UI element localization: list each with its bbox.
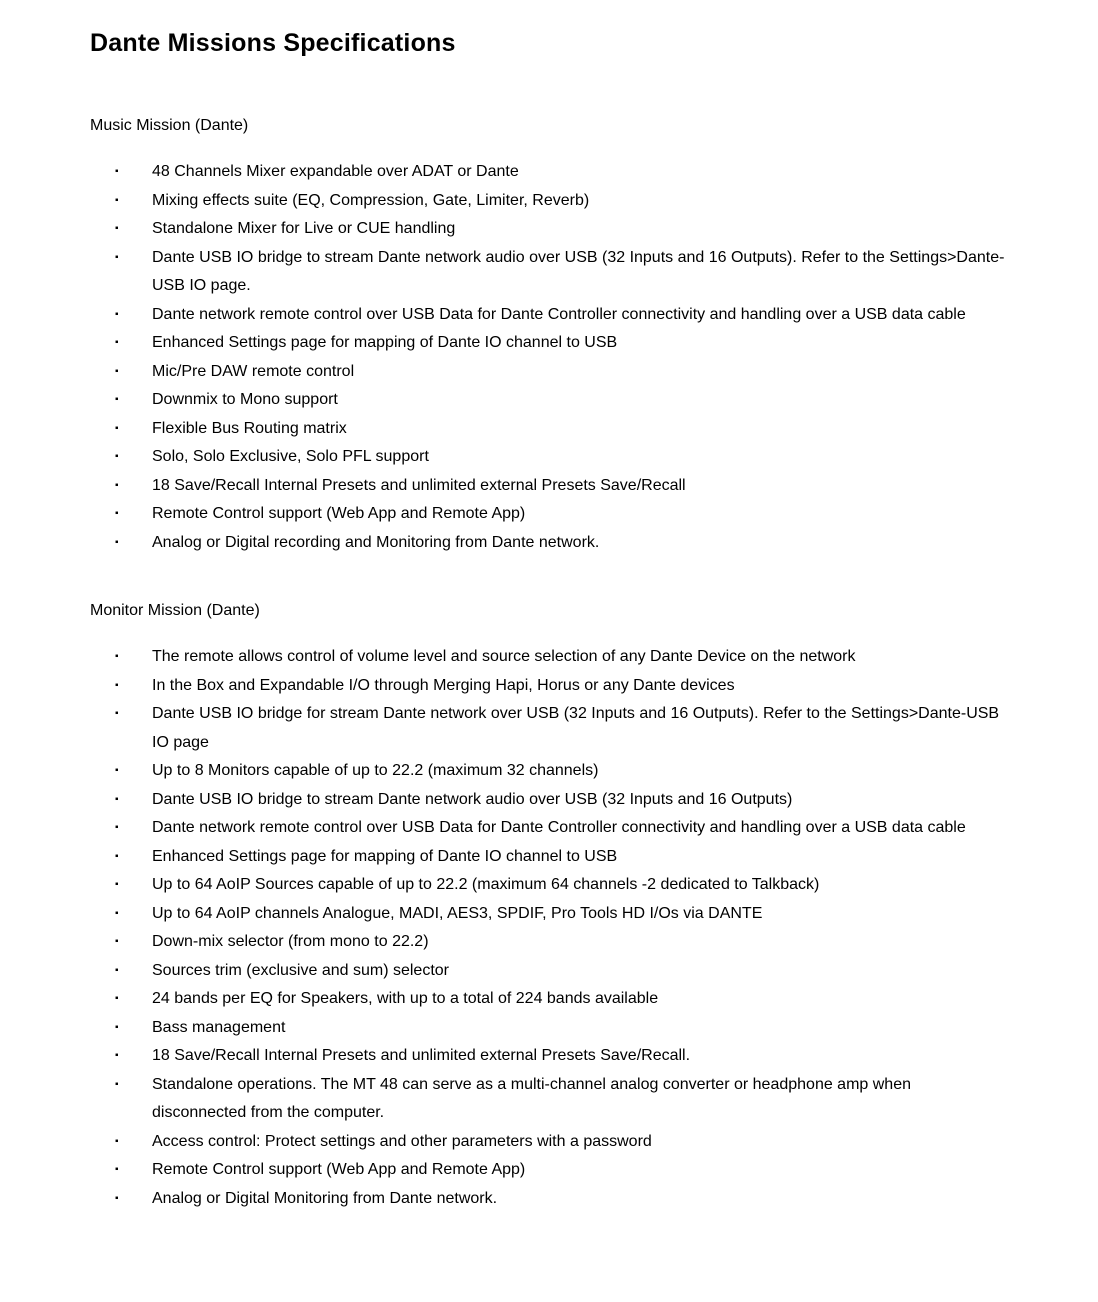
list-item bbox=[115, 529, 1007, 558]
list-item-text: Down-mix selector (from mono to 22.2) bbox=[152, 933, 429, 950]
list-item bbox=[115, 700, 1007, 757]
list-item bbox=[115, 814, 1007, 843]
square-bullet-icon: ▪ bbox=[115, 1078, 119, 1090]
square-bullet-icon: ▪ bbox=[115, 993, 119, 1004]
list-item bbox=[115, 386, 1007, 415]
list-item bbox=[115, 472, 1007, 501]
list-item bbox=[115, 957, 1007, 986]
list-item bbox=[115, 871, 1007, 900]
section-heading-monitor-mission: Monitor Mission (Dante) bbox=[90, 602, 260, 619]
list-item-text: Up to 64 AoIP Sources capable of up to 22.2 (maximum 64 channels -2 dedicated to Talkback) bbox=[152, 876, 820, 893]
list-item-text: Analog or Digital recording and Monitoring from Dante network. bbox=[152, 533, 600, 551]
list-item-text: Up to 8 Monitors capable of up to 22.2 (maximum 32 channels) bbox=[152, 762, 599, 779]
list-item bbox=[115, 443, 1007, 472]
square-bullet-icon: ▪ bbox=[115, 879, 119, 890]
list-item-text: Analog or Digital Monitoring from Dante network. bbox=[152, 1189, 498, 1207]
list-item bbox=[115, 900, 1007, 929]
list-item bbox=[115, 158, 1007, 187]
list-item bbox=[115, 329, 1007, 358]
list-item-text: Remote Control support (Web App and Remote App) bbox=[152, 505, 526, 522]
square-bullet-icon: ▪ bbox=[115, 793, 119, 805]
square-bullet-icon: ▪ bbox=[115, 822, 119, 833]
list-item-text: Dante network remote control over USB Data for Dante Controller connectivity and handling over a USB data cable bbox=[152, 305, 966, 323]
list-item bbox=[115, 415, 1007, 444]
list-item-text: Dante USB IO bridge to stream Dante network audio over USB (32 Inputs and 16 Outputs). Refer to the Settings>Dante-USB IO page. bbox=[152, 248, 1005, 294]
square-bullet-icon: ▪ bbox=[115, 1135, 119, 1147]
music-mission-bullet-list bbox=[115, 158, 1007, 557]
section-monitor-mission bbox=[90, 600, 1098, 1213]
list-item-text: Mixing effects suite (EQ, Compression, Gate, Limiter, Reverb) bbox=[152, 191, 590, 209]
square-bullet-icon: ▪ bbox=[115, 308, 119, 320]
monitor-mission-bullet-list bbox=[115, 643, 1007, 1213]
list-item-text: Standalone Mixer for Live or CUE handling bbox=[152, 220, 456, 237]
list-item-text: Sources trim (exclusive and sum) selector bbox=[152, 961, 449, 979]
list-item-text: Flexible Bus Routing matrix bbox=[152, 419, 347, 437]
list-item-text: Dante USB IO bridge for stream Dante network over USB (32 Inputs and 16 Outputs). Refer to the Settings>Dante-USB IO page bbox=[152, 705, 1000, 751]
list-item bbox=[115, 1042, 1007, 1071]
list-item bbox=[115, 1185, 1007, 1214]
list-item-text: Dante USB IO bridge to stream Dante network audio over USB (32 Inputs and 16 Outputs) bbox=[152, 790, 793, 808]
list-item bbox=[115, 928, 1007, 957]
square-bullet-icon: ▪ bbox=[115, 1021, 119, 1033]
square-bullet-icon: ▪ bbox=[115, 251, 119, 263]
list-item bbox=[115, 215, 1007, 244]
list-item bbox=[115, 1156, 1007, 1185]
list-item bbox=[115, 985, 1007, 1014]
square-bullet-icon: ▪ bbox=[115, 422, 119, 434]
list-item bbox=[115, 643, 1007, 672]
list-item bbox=[115, 301, 1007, 330]
list-item-text: Remote Control support (Web App and Remote App) bbox=[152, 1161, 526, 1178]
square-bullet-icon: ▪ bbox=[115, 651, 119, 662]
list-item-text: Enhanced Settings page for mapping of Dante IO channel to USB bbox=[152, 847, 618, 865]
list-item-text: Bass management bbox=[152, 1018, 286, 1036]
square-bullet-icon: ▪ bbox=[115, 1164, 119, 1175]
square-bullet-icon: ▪ bbox=[115, 907, 119, 919]
list-item bbox=[115, 1071, 1007, 1128]
square-bullet-icon: ▪ bbox=[115, 194, 119, 206]
square-bullet-icon: ▪ bbox=[115, 166, 119, 177]
list-item-text: Access control: Protect settings and other parameters with a password bbox=[152, 1132, 652, 1150]
list-item-text: 24 bands per EQ for Speakers, with up to a total of 224 bands available bbox=[152, 990, 659, 1007]
list-item-text: Mic/Pre DAW remote control bbox=[152, 362, 355, 380]
square-bullet-icon: ▪ bbox=[115, 536, 119, 548]
list-item-text: The remote allows control of volume level and source selection of any Dante Device on the network bbox=[152, 648, 856, 665]
list-item bbox=[115, 500, 1007, 529]
list-item-text: Up to 64 AoIP channels Analogue, MADI, AES3, SPDIF, Pro Tools HD I/Os via DANTE bbox=[152, 904, 763, 922]
square-bullet-icon: ▪ bbox=[115, 337, 119, 348]
square-bullet-icon: ▪ bbox=[115, 936, 119, 947]
list-item-text: 18 Save/Recall Internal Presets and unlimited external Presets Save/Recall bbox=[152, 476, 686, 494]
list-item-text: Standalone operations. The MT 48 can serve as a multi-channel analog converter or headphone amp when disconnected from the computer. bbox=[152, 1075, 911, 1121]
list-item-text: Downmix to Mono support bbox=[152, 391, 338, 408]
square-bullet-icon: ▪ bbox=[115, 223, 119, 234]
list-item bbox=[115, 244, 1007, 301]
square-bullet-icon: ▪ bbox=[115, 1192, 119, 1204]
list-item bbox=[115, 786, 1007, 815]
square-bullet-icon: ▪ bbox=[115, 708, 119, 719]
square-bullet-icon: ▪ bbox=[115, 508, 119, 519]
list-item-text: 48 Channels Mixer expandable over ADAT or Dante bbox=[152, 163, 519, 180]
list-item bbox=[115, 757, 1007, 786]
section-music-mission bbox=[90, 115, 1098, 557]
square-bullet-icon: ▪ bbox=[115, 1050, 119, 1061]
square-bullet-icon: ▪ bbox=[115, 479, 119, 491]
square-bullet-icon: ▪ bbox=[115, 964, 119, 976]
list-item bbox=[115, 1014, 1007, 1043]
page-title: Dante Missions Specifications bbox=[90, 29, 456, 57]
square-bullet-icon: ▪ bbox=[115, 765, 119, 776]
list-item bbox=[115, 187, 1007, 216]
square-bullet-icon: ▪ bbox=[115, 394, 119, 405]
list-item bbox=[115, 672, 1007, 701]
list-item bbox=[115, 843, 1007, 872]
list-item bbox=[115, 1128, 1007, 1157]
list-item-text: Dante network remote control over USB Data for Dante Controller connectivity and handling over a USB data cable bbox=[152, 819, 966, 836]
square-bullet-icon: ▪ bbox=[115, 850, 119, 862]
square-bullet-icon: ▪ bbox=[115, 451, 119, 462]
section-heading-music-mission: Music Mission (Dante) bbox=[90, 117, 249, 134]
square-bullet-icon: ▪ bbox=[115, 679, 119, 691]
list-item-text: In the Box and Expandable I/O through Merging Hapi, Horus or any Dante devices bbox=[152, 676, 735, 694]
list-item-text: Solo, Solo Exclusive, Solo PFL support bbox=[152, 448, 429, 465]
square-bullet-icon: ▪ bbox=[115, 365, 119, 377]
list-item bbox=[115, 358, 1007, 387]
list-item-text: 18 Save/Recall Internal Presets and unlimited external Presets Save/Recall. bbox=[152, 1047, 691, 1064]
list-item-text: Enhanced Settings page for mapping of Dante IO channel to USB bbox=[152, 334, 618, 351]
